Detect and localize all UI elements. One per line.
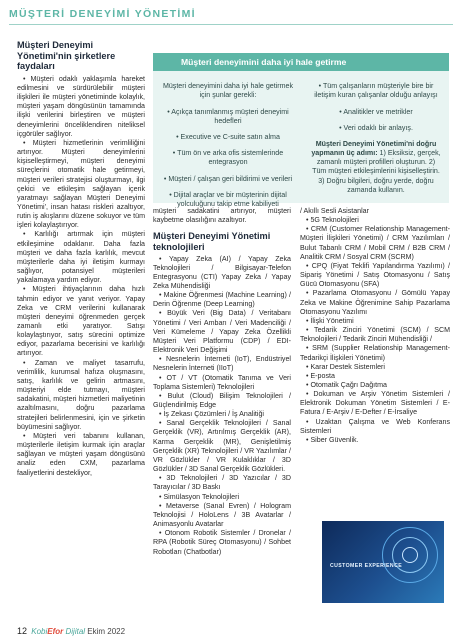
tech-item: • Bulut (Cloud) Bilişim Teknolojileri / Güçlendirilmiş Edge xyxy=(153,391,291,409)
benefit-paragraph: • Zaman ve maliyet tasarrufu, verimlilik, kurumsal hafıza oluşmasını, satış, karlılık ve gelirin artmasını, müşteriyi elde tutmayı, müşteri sadakatini, müşteri hizmetleri maliyetinin azaltılmasını, doğru pazarlama stratejileri belirlenmesini, için ve şirketin büyümesini sağlıyor. xyxy=(17,358,145,431)
tech-item: • Tedarik Zinciri Yönetimi (SCM) / SCM Teknolojileri / Tedarik Zinciri Mühendisliği / xyxy=(300,326,450,344)
illustration-caption: CUSTOMER EXPERIENCE xyxy=(330,563,403,569)
box-line: • Açıkça tanımlanmış müşteri deneyimi hedefleri xyxy=(167,107,289,125)
issue-date: Ekim 2022 xyxy=(85,627,126,636)
benefit-paragraph: • Karlılığı artırmak için müşteri etkileşimine odaklanır. Daha fazla müşteri ve daha fazla karlılık, mevcut müşterilerle daha iyi iletişim kurmayı sağlıyor, potansiyel müşterileri yakalamaya yardım ediyor. xyxy=(17,230,145,285)
box-line: • Tüm çalışanların müşteriyle bire bir iletişim kuran çalışanlar olduğu anlayışı xyxy=(314,82,438,100)
box-line: • Executive ve C-suite satın alma xyxy=(176,132,280,141)
box-line: • Veri odaklı bir anlayış. xyxy=(339,123,413,132)
magazine-name-dijital: Dijital xyxy=(63,627,86,636)
highlight-box xyxy=(153,53,449,208)
tech-item: • 5G Teknolojileri xyxy=(306,216,359,225)
tech-item: • CPQ (Fiyat Teklifi Yapılandırma Yazılımı) / Sipariş Yönetimi / Satış Otomasyonu / Satış Gücü Otomasyonu (SFA) xyxy=(300,261,450,289)
highlight-box-left xyxy=(159,75,297,216)
tech-item: • Otonom Robotik Sistemler / Dronelar / RPA (Robotik Süreç Otomasyonu) / Sohbet Robotları (Chatbotlar) xyxy=(153,529,291,556)
left-column xyxy=(17,40,145,478)
highlight-box-right xyxy=(309,75,443,202)
benefit-paragraph: • Müşteri odaklı yaklaşımla hareket edilmesini ve sürdürülebilir müşteri ilişkileri ile müşteri yönetiminde kolaylık, müşteri yaşam döngüsünün tamamında ilişki verilerini birleştiren ve müşteri deneyimlerini önceliklendiren niteliksel içgörüler sağlıyor. xyxy=(17,74,145,138)
page-footer xyxy=(17,626,125,636)
middle-column xyxy=(153,207,291,557)
tech-item: • E-posta xyxy=(306,371,335,380)
tech-item: • İş Zekası Çözümleri / İş Analitiği xyxy=(159,410,264,419)
tech-item: • Metaverse (Sanal Evren) / Hologram Teknolojisi / HoloLens / 3B Avatarlar / Animasyonlu Avatarlar xyxy=(153,501,291,529)
right-column xyxy=(300,207,450,445)
box-line: • Analitikler ve metrikler xyxy=(339,107,413,116)
benefit-paragraph: • Müşteri veri tabanını kullanan, müşterilerle iletişim kurmak için araçlar sağlayan ve müşteri yaşam döngüsünü analiz eden CXM, pazarlama faaliyetlerini destekliyor, xyxy=(17,431,145,477)
technologies-heading: Müşteri Deneyimi Yönetimi teknolojileri xyxy=(153,231,271,252)
tech-item: • Pazarlama Otomasyonu / Gömülü Yapay Zeka ve Makine Öğrenimine Sahip Pazarlama Otomasyonu Yazılımı xyxy=(300,289,450,316)
box-steps xyxy=(309,140,443,195)
tech-item: • Yapay Zeka (AI) / Yapay Zeka Teknolojileri / Bilgisayar-Telefon Entegrasyonu (CTI) Yapay Zeka / Yapay Zeka Mühendisliği xyxy=(153,254,291,290)
tech-item: • Karar Destek Sistemleri xyxy=(306,362,385,371)
tech-item: • Nesnelerin İnterneti (IoT), Endüstriyel Nesnelerin İnterneti (IIoT) xyxy=(153,355,291,373)
box-steps-text: 1) Eksiksiz, gerçek, zamanlı müşteri profilleri oluşturun. 2) Tüm müşteri etkileşimlerini kişiselleştirin. 3) Doğru bilgileri, doğru yerde, doğru zamanda kullanın. xyxy=(312,149,441,194)
tech-item: • Siber Güvenlik. xyxy=(306,435,359,444)
tech-item: • Makine Öğrenmesi (Machine Learning) / Derin Öğrenme (Deep Learning) xyxy=(153,291,291,309)
magazine-name-kobi: Kobi xyxy=(31,627,48,636)
tech-item: • CRM (Customer Relationship Management- Müşteri İlişkileri Yönetimi) / CRM Yazılımları / Bulut Tabanlı CRM / Mobil CRM / B2B CRM / Analitik CRM / Sosyal CRM (SCRM) xyxy=(300,225,450,261)
benefit-paragraph: • Müşteri hizmetlerinin verimliliğini artırıyor. Müşteri deneyimlerini kişiselleştirmeyi, müşteri deneyimi süreçlerini otomatik hale getirmeyi, müşteri verileri stratejisi oluşturmayı, ilgi çekici ve etkileşim sağlayan içerik yaratmayı sağlayan Müşteri Deneyimi Yönetimi', insan hatası riskleri azaltıyor, rutin iş akışlarını düzene sokuyor ve tüm işleri kolaylaştırıyor. xyxy=(17,138,145,230)
magazine-name-efor: Efor xyxy=(47,627,64,636)
hud-ring xyxy=(402,547,418,563)
tech-item: • Dokuman ve Arşiv Yönetim Sistemleri / Elektronik Dokuman Yönetim Sistemleri / E-Fatura / E-Arşiv / E-Defter / E-İrsaliye xyxy=(300,390,450,417)
tech-item: • Otomatik Çağrı Dağıtma xyxy=(306,380,387,389)
page-number: 12 xyxy=(17,626,28,636)
tech-item: • OT / VT (Otomatik Tanıma ve Veri Toplama Sistemleri) Teknolojileri xyxy=(153,373,291,391)
tech-item: / Akıllı Sesli Asistanlar xyxy=(300,207,369,215)
box-line: • Dijital araçlar ve bir müşterinin dijital yolculuğunu takip etme kabiliyeti xyxy=(169,190,287,208)
tech-item: • SRM (Supplier Relationship Management-Tedarikçi İlişkileri Yönetimi) xyxy=(300,344,450,362)
box-line: • Tüm ön ve arka ofis sistemlerinde entegrasyon xyxy=(172,149,284,167)
section-header: MÜŞTERİ DENEYİMİ YÖNETİMİ xyxy=(9,8,196,20)
benefit-paragraph: • Müşteri ihtiyaçlarının daha hızlı tahmin ediyor ve yanıt veriyor. Yapay Zeka ve CRM verilerini kullanarak müşteri deneyimi öğrenmeden gerçek zamanlı etki yaratıyor. Satışı kolaylaştırıyor, satış sürecini optimize ediyor, pazarlama becerisini ve karlılığı artırıyor. xyxy=(17,285,145,358)
box-line: • Müşteri / çalışan geri bildirimi ve verileri xyxy=(163,174,293,183)
box-line: Müşteri deneyimini daha iyi hale getirmek için şunlar gerekli: xyxy=(162,82,294,100)
tech-item: • Sanal Gerçeklik Teknolojileri / Sanal Gerçeklik (VR), Artırılmış Gerçeklik (AR), Karma Gerçeklik (MR), Genişletilmiş Gerçeklik (XR) Teknolojileri / VR Yazılımlar / VR Gözlükler / VR Kulaklıklar / 3D Gözlükler / 3D Sanal Gerçeklik Gözlükleri. xyxy=(153,419,291,474)
customer-experience-illustration xyxy=(322,521,444,603)
tech-item: • 3D Teknolojileri / 3D Yazıcılar / 3D Tarayıcılar / 3D Baskı xyxy=(153,474,291,492)
middle-intro: müşteri sadakatini artırıyor, müşteri kaybetme olasılığını azaltıyor. xyxy=(153,207,291,225)
box-steps-heading: Müşteri Deneyimi Yönetimi'ni doğru yapmanın üç adımı: xyxy=(311,140,437,158)
tech-item: • Simülasyon Teknolojileri xyxy=(159,492,240,501)
left-heading: Müşteri Deneyimi Yönetimi'nin şirketlere faydaları xyxy=(17,40,116,72)
tech-item: • İlişki Yönetimi xyxy=(306,316,354,325)
highlight-box-title: Müşteri deneyimini daha iyi hale getirme xyxy=(153,53,449,71)
tech-item: • Uzaktan Çalışma ve Web Konferans Sistemleri xyxy=(300,417,450,435)
header-divider xyxy=(9,24,453,25)
tech-item: • Büyük Veri (Big Data) / Veritabanı Yönetimi / Veri Ambarı / Veri Madenciliği / Veri Kümeleme / Yapay Zeka Özellikli Müşteri Veri Platformu (CDP) / EDI- Elektronik Veri Değişimi xyxy=(153,309,291,355)
